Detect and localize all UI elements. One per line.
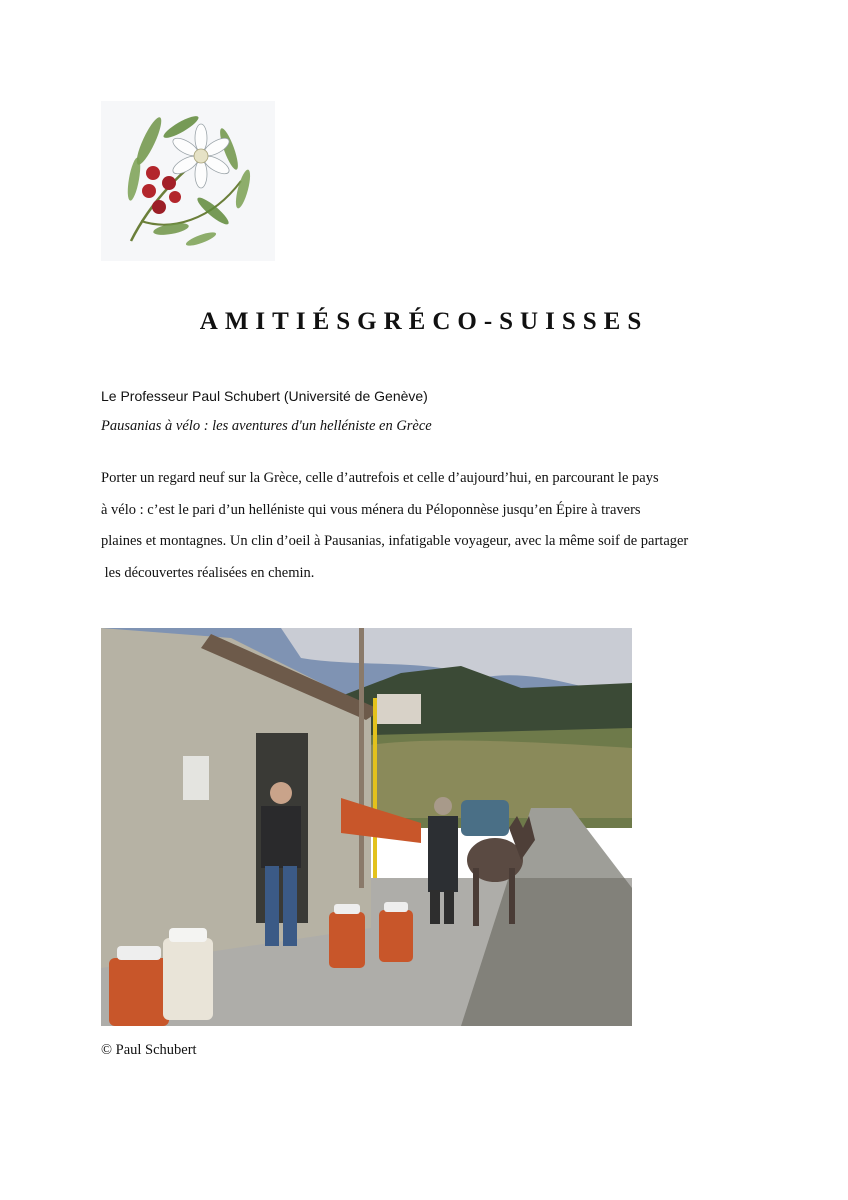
photo-credit: © Paul Schubert [101, 1042, 197, 1058]
association-logo [101, 101, 275, 261]
description-paragraph [101, 468, 761, 595]
village-photo [101, 628, 632, 1026]
description-line: à vélo : c’est le pari d’un helléniste qui vous ménera du Péloponnèse jusqu’en Épire à travers [101, 501, 641, 518]
description-line: les découvertes réalisées en chemin. [101, 565, 315, 582]
page-title: AMITIÉSGRÉCO-SUISSES [199, 308, 649, 335]
description-line: plaines et montagnes. Un clin d’oeil à Pausanias, infatigable voyageur, avec la même soif de partager [101, 533, 689, 550]
speaker-name: Le Professeur Paul Schubert (Université de Genève) [101, 388, 428, 404]
olive-edelweiss-emblem-icon [101, 101, 275, 261]
description-line: Porter un regard neuf sur la Grèce, celle d’autrefois et celle d’aujourd’hui, en parcourant le pays [101, 470, 659, 486]
talk-title: Pausanias à vélo : les aventures d'un helléniste en Grèce [101, 418, 432, 434]
